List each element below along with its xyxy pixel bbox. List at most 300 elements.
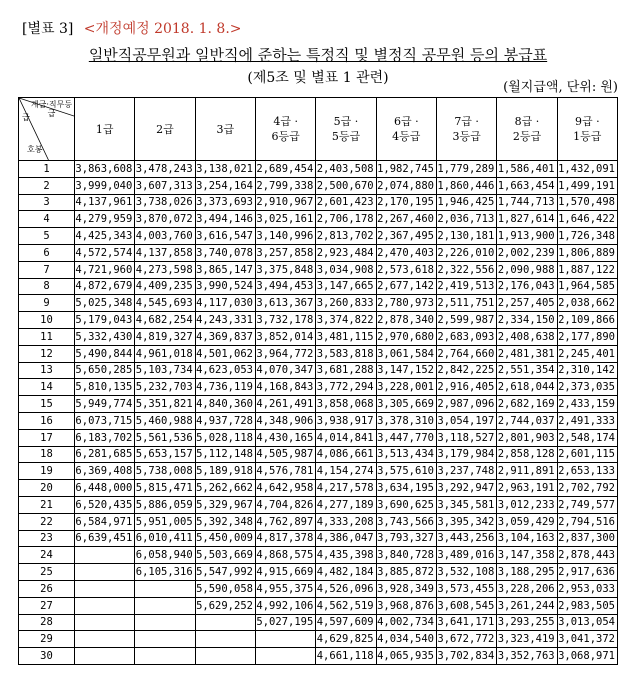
column-header xyxy=(195,98,255,161)
salary-cell: 4,576,781 xyxy=(255,463,315,480)
salary-cell xyxy=(75,547,135,564)
salary-cell: 3,228,206 xyxy=(497,580,557,597)
salary-cell: 2,491,333 xyxy=(557,412,617,429)
corner-label-grade: 계급·직무등급 xyxy=(30,100,73,118)
salary-cell: 4,704,826 xyxy=(255,496,315,513)
salary-cell: 2,481,381 xyxy=(497,345,557,362)
column-header-label: 6급 · xyxy=(393,115,419,128)
table-row xyxy=(19,194,618,211)
salary-cell: 4,279,959 xyxy=(75,211,135,228)
salary-cell: 2,500,670 xyxy=(316,177,376,194)
salary-cell: 2,074,880 xyxy=(376,177,436,194)
step-cell: 11 xyxy=(19,328,75,345)
salary-cell: 5,450,009 xyxy=(195,530,255,547)
salary-cell: 6,105,316 xyxy=(135,564,195,581)
salary-cell xyxy=(255,648,315,665)
salary-cell: 3,494,453 xyxy=(255,278,315,295)
step-cell: 6 xyxy=(19,244,75,261)
step-cell: 29 xyxy=(19,631,75,648)
step-cell: 7 xyxy=(19,261,75,278)
salary-cell xyxy=(135,614,195,631)
salary-cell: 3,928,349 xyxy=(376,580,436,597)
salary-cell: 4,277,189 xyxy=(316,496,376,513)
table-row xyxy=(19,614,618,631)
table-row xyxy=(19,328,618,345)
salary-cell: 3,964,772 xyxy=(255,345,315,362)
salary-cell: 2,176,043 xyxy=(497,278,557,295)
salary-cell: 2,682,169 xyxy=(497,396,557,413)
salary-cell: 4,348,906 xyxy=(255,412,315,429)
salary-cell: 3,743,566 xyxy=(376,513,436,530)
salary-cell: 5,329,967 xyxy=(195,496,255,513)
salary-cell: 2,987,096 xyxy=(436,396,496,413)
salary-cell: 3,059,429 xyxy=(497,513,557,530)
salary-cell: 5,490,844 xyxy=(75,345,135,362)
salary-cell: 2,601,115 xyxy=(557,446,617,463)
salary-cell: 6,369,408 xyxy=(75,463,135,480)
salary-cell: 2,799,338 xyxy=(255,177,315,194)
salary-cell: 3,257,858 xyxy=(255,244,315,261)
salary-cell: 4,369,837 xyxy=(195,328,255,345)
salary-cell: 2,706,178 xyxy=(316,211,376,228)
salary-cell: 4,482,184 xyxy=(316,564,376,581)
column-header xyxy=(316,98,376,161)
step-cell: 24 xyxy=(19,547,75,564)
table-row xyxy=(19,648,618,665)
salary-cell: 2,911,891 xyxy=(497,463,557,480)
salary-cell: 5,028,118 xyxy=(195,429,255,446)
salary-cell: 5,027,195 xyxy=(255,614,315,631)
salary-cell: 3,228,001 xyxy=(376,379,436,396)
salary-cell: 4,562,519 xyxy=(316,597,376,614)
salary-cell: 5,262,662 xyxy=(195,480,255,497)
salary-cell: 3,732,178 xyxy=(255,312,315,329)
salary-cell: 3,672,772 xyxy=(436,631,496,648)
table-row xyxy=(19,211,618,228)
table-row xyxy=(19,530,618,547)
salary-cell: 4,661,118 xyxy=(316,648,376,665)
salary-cell: 1,499,191 xyxy=(557,177,617,194)
salary-cell: 5,590,058 xyxy=(195,580,255,597)
salary-cell: 4,817,378 xyxy=(255,530,315,547)
step-cell: 15 xyxy=(19,396,75,413)
salary-cell: 3,025,161 xyxy=(255,211,315,228)
salary-cell: 4,034,540 xyxy=(376,631,436,648)
salary-cell: 2,953,033 xyxy=(557,580,617,597)
salary-cell xyxy=(135,597,195,614)
salary-cell: 4,545,693 xyxy=(135,295,195,312)
salary-cell: 1,964,585 xyxy=(557,278,617,295)
salary-cell: 4,819,327 xyxy=(135,328,195,345)
salary-cell: 4,597,609 xyxy=(316,614,376,631)
salary-cell: 3,616,547 xyxy=(195,228,255,245)
column-header-label: 5급 · xyxy=(333,115,359,128)
salary-cell: 3,573,455 xyxy=(436,580,496,597)
step-cell: 21 xyxy=(19,496,75,513)
salary-cell: 2,573,618 xyxy=(376,261,436,278)
salary-cell: 4,333,208 xyxy=(316,513,376,530)
salary-cell: 2,002,239 xyxy=(497,244,557,261)
salary-cell: 2,551,354 xyxy=(497,362,557,379)
salary-cell: 4,409,235 xyxy=(135,278,195,295)
salary-cell: 6,281,685 xyxy=(75,446,135,463)
column-header-label: 7급 · xyxy=(454,115,479,128)
table-row xyxy=(19,496,618,513)
salary-cell: 5,810,135 xyxy=(75,379,135,396)
salary-cell: 4,682,254 xyxy=(135,312,195,329)
salary-cell xyxy=(75,580,135,597)
salary-cell: 2,130,181 xyxy=(436,228,496,245)
salary-cell: 3,968,876 xyxy=(376,597,436,614)
column-header-label: 5등급 xyxy=(331,130,361,143)
salary-cell: 2,653,133 xyxy=(557,463,617,480)
salary-cell: 6,639,451 xyxy=(75,530,135,547)
salary-cell: 2,916,405 xyxy=(436,379,496,396)
table-row xyxy=(19,412,618,429)
salary-cell: 4,505,987 xyxy=(255,446,315,463)
salary-cell: 2,794,516 xyxy=(557,513,617,530)
salary-cell: 3,378,310 xyxy=(376,412,436,429)
salary-cell: 3,852,014 xyxy=(255,328,315,345)
salary-cell: 3,990,524 xyxy=(195,278,255,295)
salary-cell: 5,112,148 xyxy=(195,446,255,463)
table-row xyxy=(19,244,618,261)
salary-cell xyxy=(75,614,135,631)
salary-cell: 3,481,115 xyxy=(316,328,376,345)
salary-cell: 2,433,159 xyxy=(557,396,617,413)
salary-cell xyxy=(75,597,135,614)
table-row xyxy=(19,228,618,245)
column-header xyxy=(436,98,496,161)
salary-cell: 4,642,958 xyxy=(255,480,315,497)
salary-cell: 2,170,195 xyxy=(376,194,436,211)
salary-cell: 4,086,661 xyxy=(316,446,376,463)
salary-cell xyxy=(135,580,195,597)
salary-cell xyxy=(75,631,135,648)
salary-cell: 3,443,256 xyxy=(436,530,496,547)
salary-cell: 3,634,195 xyxy=(376,480,436,497)
salary-cell: 3,041,372 xyxy=(557,631,617,648)
salary-cell: 3,118,527 xyxy=(436,429,496,446)
salary-cell: 3,702,834 xyxy=(436,648,496,665)
unit-note: (월지급액, 단위: 원) xyxy=(503,80,618,95)
salary-cell: 3,034,908 xyxy=(316,261,376,278)
salary-cell: 4,425,343 xyxy=(75,228,135,245)
salary-cell: 3,885,872 xyxy=(376,564,436,581)
salary-cell: 2,419,513 xyxy=(436,278,496,295)
table-row xyxy=(19,177,618,194)
salary-cell: 2,689,454 xyxy=(255,161,315,178)
salary-cell: 3,374,822 xyxy=(316,312,376,329)
salary-cell xyxy=(195,648,255,665)
salary-cell: 3,054,197 xyxy=(436,412,496,429)
salary-cell: 4,014,841 xyxy=(316,429,376,446)
salary-cell: 4,526,096 xyxy=(316,580,376,597)
salary-cell: 4,840,360 xyxy=(195,396,255,413)
step-cell: 30 xyxy=(19,648,75,665)
step-cell: 16 xyxy=(19,412,75,429)
salary-cell: 2,601,423 xyxy=(316,194,376,211)
column-header-label: 2등급 xyxy=(512,130,542,143)
table-row xyxy=(19,463,618,480)
salary-cell: 3,478,243 xyxy=(135,161,195,178)
salary-cell: 5,392,348 xyxy=(195,513,255,530)
step-cell: 17 xyxy=(19,429,75,446)
salary-cell: 4,243,331 xyxy=(195,312,255,329)
salary-cell: 4,572,574 xyxy=(75,244,135,261)
column-header xyxy=(255,98,315,161)
step-cell: 26 xyxy=(19,580,75,597)
salary-cell: 2,599,987 xyxy=(436,312,496,329)
salary-cell: 2,963,191 xyxy=(497,480,557,497)
salary-cell: 2,983,505 xyxy=(557,597,617,614)
salary-cell: 3,147,152 xyxy=(376,362,436,379)
salary-cell: 3,352,763 xyxy=(497,648,557,665)
salary-cell: 3,068,971 xyxy=(557,648,617,665)
table-row xyxy=(19,161,618,178)
salary-cell: 4,762,897 xyxy=(255,513,315,530)
salary-cell: 3,140,996 xyxy=(255,228,315,245)
salary-cell: 3,375,848 xyxy=(255,261,315,278)
salary-cell: 3,608,545 xyxy=(436,597,496,614)
salary-cell: 3,613,367 xyxy=(255,295,315,312)
salary-cell: 2,744,037 xyxy=(497,412,557,429)
step-cell: 20 xyxy=(19,480,75,497)
salary-cell: 2,548,174 xyxy=(557,429,617,446)
salary-cell: 2,090,988 xyxy=(497,261,557,278)
salary-cell: 3,690,625 xyxy=(376,496,436,513)
table-row xyxy=(19,278,618,295)
salary-cell: 3,138,021 xyxy=(195,161,255,178)
salary-cell: 3,292,947 xyxy=(436,480,496,497)
salary-cell: 2,177,890 xyxy=(557,328,617,345)
salary-cell: 3,188,295 xyxy=(497,564,557,581)
salary-cell: 3,681,288 xyxy=(316,362,376,379)
salary-cell: 4,273,598 xyxy=(135,261,195,278)
salary-cell: 3,345,581 xyxy=(436,496,496,513)
step-cell: 4 xyxy=(19,211,75,228)
step-cell: 12 xyxy=(19,345,75,362)
salary-cell: 2,322,556 xyxy=(436,261,496,278)
table-row xyxy=(19,547,618,564)
salary-cell: 5,547,992 xyxy=(195,564,255,581)
salary-cell: 5,179,043 xyxy=(75,312,135,329)
salary-cell: 3,999,040 xyxy=(75,177,135,194)
step-cell: 27 xyxy=(19,597,75,614)
table-row xyxy=(19,261,618,278)
salary-cell: 4,435,398 xyxy=(316,547,376,564)
table-row xyxy=(19,580,618,597)
salary-cell: 1,744,713 xyxy=(497,194,557,211)
salary-cell: 2,511,751 xyxy=(436,295,496,312)
step-cell: 25 xyxy=(19,564,75,581)
salary-cell: 4,868,575 xyxy=(255,547,315,564)
table-header-row xyxy=(19,98,618,161)
salary-cell: 4,872,679 xyxy=(75,278,135,295)
salary-cell: 3,373,693 xyxy=(195,194,255,211)
salary-cell: 2,408,638 xyxy=(497,328,557,345)
salary-cell: 3,013,054 xyxy=(557,614,617,631)
table-row xyxy=(19,429,618,446)
table-row xyxy=(19,564,618,581)
salary-cell: 2,780,973 xyxy=(376,295,436,312)
step-cell: 9 xyxy=(19,295,75,312)
column-header-label: 8급 · xyxy=(514,115,540,128)
salary-cell: 2,334,150 xyxy=(497,312,557,329)
salary-cell: 4,721,960 xyxy=(75,261,135,278)
salary-cell: 3,254,164 xyxy=(195,177,255,194)
salary-cell: 3,061,584 xyxy=(376,345,436,362)
salary-cell: 4,955,375 xyxy=(255,580,315,597)
step-cell: 3 xyxy=(19,194,75,211)
salary-cell: 2,917,636 xyxy=(557,564,617,581)
salary-cell: 4,915,669 xyxy=(255,564,315,581)
salary-cell: 4,629,825 xyxy=(316,631,376,648)
salary-cell: 4,217,578 xyxy=(316,480,376,497)
salary-cell: 3,260,833 xyxy=(316,295,376,312)
salary-cell: 4,623,053 xyxy=(195,362,255,379)
table-row xyxy=(19,631,618,648)
salary-cell: 4,961,018 xyxy=(135,345,195,362)
salary-cell: 5,351,821 xyxy=(135,396,195,413)
salary-cell: 2,038,662 xyxy=(557,295,617,312)
salary-cell: 4,992,106 xyxy=(255,597,315,614)
salary-cell: 2,367,495 xyxy=(376,228,436,245)
salary-cell: 4,137,961 xyxy=(75,194,135,211)
table-row xyxy=(19,379,618,396)
salary-cell: 3,147,665 xyxy=(316,278,376,295)
corner-label-step: 호봉 xyxy=(27,145,43,154)
step-cell: 28 xyxy=(19,614,75,631)
salary-cell: 3,772,294 xyxy=(316,379,376,396)
salary-cell: 3,305,669 xyxy=(376,396,436,413)
salary-cell: 2,749,577 xyxy=(557,496,617,513)
step-cell: 5 xyxy=(19,228,75,245)
salary-cell: 1,779,289 xyxy=(436,161,496,178)
column-header-label: 9급 · xyxy=(575,115,600,128)
salary-cell: 5,503,669 xyxy=(195,547,255,564)
salary-cell: 4,937,728 xyxy=(195,412,255,429)
salary-cell: 3,532,108 xyxy=(436,564,496,581)
table-body xyxy=(19,161,618,665)
salary-cell: 2,764,660 xyxy=(436,345,496,362)
salary-cell: 4,137,858 xyxy=(135,244,195,261)
salary-cell: 4,501,062 xyxy=(195,345,255,362)
salary-cell: 1,726,348 xyxy=(557,228,617,245)
table-row xyxy=(19,295,618,312)
salary-cell: 2,373,035 xyxy=(557,379,617,396)
table-row xyxy=(19,396,618,413)
table-row xyxy=(19,312,618,329)
salary-cell: 3,293,255 xyxy=(497,614,557,631)
salary-cell: 1,827,614 xyxy=(497,211,557,228)
salary-cell: 3,494,146 xyxy=(195,211,255,228)
salary-cell: 3,938,917 xyxy=(316,412,376,429)
column-header-label: 3등급 xyxy=(452,130,481,143)
salary-cell xyxy=(135,631,195,648)
salary-cell: 3,858,068 xyxy=(316,396,376,413)
attachment-label: [별표 3] xyxy=(22,21,74,37)
salary-cell: 3,237,748 xyxy=(436,463,496,480)
step-cell: 13 xyxy=(19,362,75,379)
column-header-label: 4등급 xyxy=(392,130,421,143)
corner-header-cell xyxy=(19,98,75,161)
salary-cell xyxy=(195,631,255,648)
salary-cell: 1,586,401 xyxy=(497,161,557,178)
salary-cell: 4,154,274 xyxy=(316,463,376,480)
salary-cell: 3,738,026 xyxy=(135,194,195,211)
step-cell: 18 xyxy=(19,446,75,463)
column-header-label: 1등급 xyxy=(573,130,602,143)
salary-cell: 2,910,967 xyxy=(255,194,315,211)
salary-cell: 5,629,252 xyxy=(195,597,255,614)
step-cell: 23 xyxy=(19,530,75,547)
salary-cell: 2,858,128 xyxy=(497,446,557,463)
salary-cell: 5,815,471 xyxy=(135,480,195,497)
salary-cell: 6,073,715 xyxy=(75,412,135,429)
step-cell: 1 xyxy=(19,161,75,178)
salary-cell: 2,310,142 xyxy=(557,362,617,379)
step-cell: 22 xyxy=(19,513,75,530)
document-title: 일반직공무원과 일반직에 준하는 특정직 및 별정직 공무원 등의 봉급표 xyxy=(88,46,548,64)
salary-cell: 2,878,340 xyxy=(376,312,436,329)
step-cell: 19 xyxy=(19,463,75,480)
step-cell: 14 xyxy=(19,379,75,396)
salary-cell: 6,058,940 xyxy=(135,547,195,564)
salary-cell: 2,618,044 xyxy=(497,379,557,396)
salary-cell: 2,470,403 xyxy=(376,244,436,261)
salary-cell: 3,513,434 xyxy=(376,446,436,463)
salary-cell: 3,840,728 xyxy=(376,547,436,564)
salary-cell: 2,683,093 xyxy=(436,328,496,345)
salary-cell: 5,886,059 xyxy=(135,496,195,513)
salary-cell: 4,002,734 xyxy=(376,614,436,631)
corner-label-level: 급 xyxy=(22,113,30,122)
salary-cell: 2,702,792 xyxy=(557,480,617,497)
salary-cell: 5,949,774 xyxy=(75,396,135,413)
salary-cell: 1,946,425 xyxy=(436,194,496,211)
salary-cell: 2,245,401 xyxy=(557,345,617,362)
column-header xyxy=(376,98,436,161)
salary-cell: 4,261,491 xyxy=(255,396,315,413)
salary-cell: 1,887,122 xyxy=(557,261,617,278)
column-header-label: 1급 xyxy=(95,122,114,136)
salary-cell xyxy=(75,564,135,581)
salary-cell xyxy=(135,648,195,665)
step-cell: 2 xyxy=(19,177,75,194)
salary-cell: 3,583,818 xyxy=(316,345,376,362)
salary-cell: 2,257,405 xyxy=(497,295,557,312)
column-header xyxy=(75,98,135,161)
salary-cell: 3,012,233 xyxy=(497,496,557,513)
salary-cell: 2,109,866 xyxy=(557,312,617,329)
column-header-label: 2급 xyxy=(156,122,174,136)
salary-cell: 3,870,072 xyxy=(135,211,195,228)
column-header-label: 3급 xyxy=(216,122,235,136)
salary-cell: 1,646,422 xyxy=(557,211,617,228)
salary-cell: 2,267,460 xyxy=(376,211,436,228)
salary-cell: 6,183,702 xyxy=(75,429,135,446)
salary-cell: 3,104,163 xyxy=(497,530,557,547)
salary-cell: 5,738,008 xyxy=(135,463,195,480)
table-row xyxy=(19,513,618,530)
revision-note: <개정예정 2018. 1. 8.> xyxy=(83,21,242,37)
salary-cell: 5,460,988 xyxy=(135,412,195,429)
salary-cell: 5,189,918 xyxy=(195,463,255,480)
salary-cell xyxy=(75,648,135,665)
salary-cell: 5,232,703 xyxy=(135,379,195,396)
salary-cell: 4,430,165 xyxy=(255,429,315,446)
